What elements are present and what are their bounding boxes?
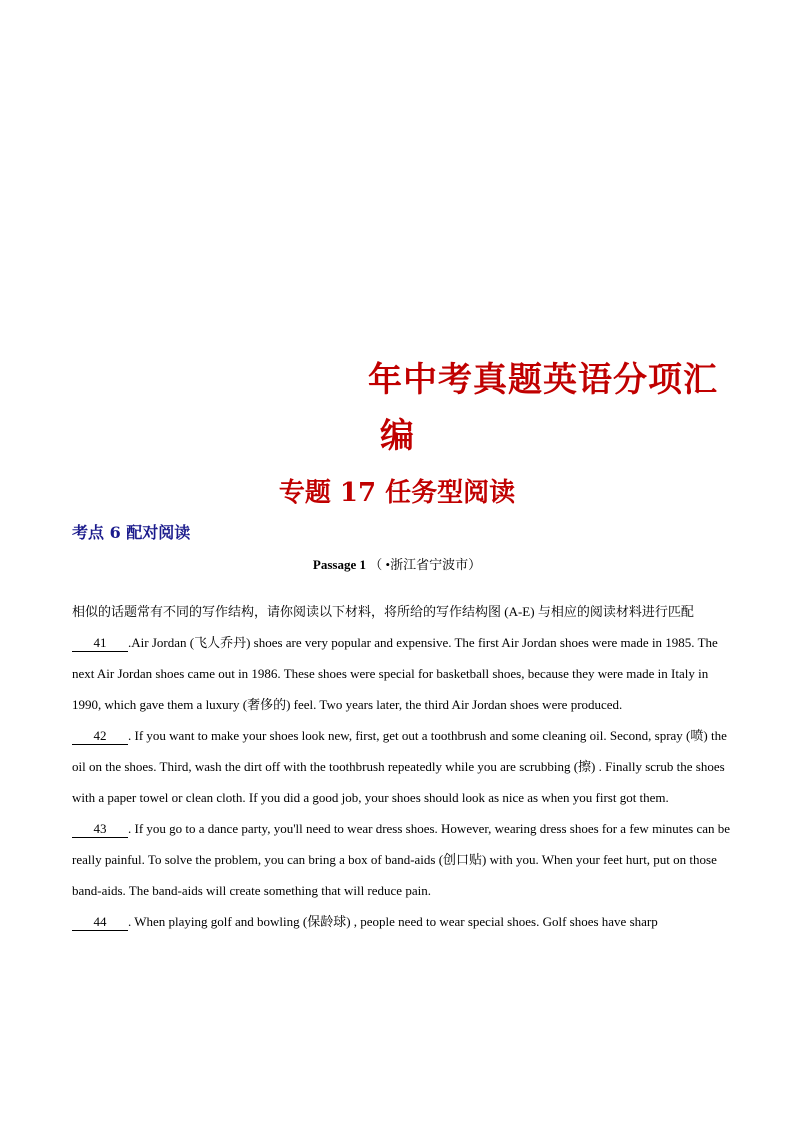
section-title: 考点 6 配对阅读	[72, 523, 191, 542]
passage-source: （ •浙江省宁波市）	[369, 557, 482, 572]
passage-label: Passage 1	[312, 557, 367, 572]
title-line-2: 编	[380, 416, 415, 456]
item-44-text: . When playing golf and bowling (保龄球) , people need to wear special shoes. Golf shoes have sharp	[128, 914, 658, 929]
answer-blank-44[interactable]: 44	[72, 914, 128, 931]
instruction: 相似的话题常有不同的写作结构，请你阅读以下材料，将所给的写作结构图 (A-E) 与相应的阅读材料进行匹配	[72, 604, 694, 619]
title-line-1: 年中考真题英语分项汇	[368, 360, 718, 400]
answer-blank-43[interactable]: 43	[72, 821, 128, 838]
passage-heading	[0, 554, 794, 573]
item-43	[72, 813, 732, 906]
answer-blank-41[interactable]: 41	[72, 635, 128, 652]
item-41	[72, 627, 732, 720]
item-41-text: .Air Jordan (飞人乔丹) shoes are very popular and expensive. The first Air Jordan shoes were made in 1985. The next Air Jordan shoes came out in 1986. These shoes were special for basketball shoes, because they were made in Italy in 1990, which gave them a luxury (奢侈的) feel. Two years later, the third Air Jordan shoes were produced.	[72, 635, 718, 712]
answer-blank-42[interactable]: 42	[72, 728, 128, 745]
item-43-text: . If you go to a dance party, you'll need to wear dress shoes. However, wearing dress shoes for a few minutes can be really painful. To solve the problem, you can bring a box of band-aids (创口贴) with you. When your feet hurt, put on those band-aids. The band-aids will create something that will reduce pain.	[72, 821, 731, 898]
subtitle: 专题 17 任务型阅读	[278, 478, 516, 508]
item-42	[72, 720, 732, 813]
item-42-text: . If you want to make your shoes look new, first, get out a toothbrush and some cleaning oil. Second, spray (喷) the oil on the shoes. Third, wash the dirt off with the toothbrush repeatedly while you are scrubbing (擦) . Finally scrub the shoes with a paper towel or clean cloth. If you did a good job, your shoes should look as nice as when you first got them.	[72, 728, 727, 805]
title-main	[368, 352, 748, 464]
item-44	[72, 906, 732, 937]
passage-body	[72, 596, 732, 937]
